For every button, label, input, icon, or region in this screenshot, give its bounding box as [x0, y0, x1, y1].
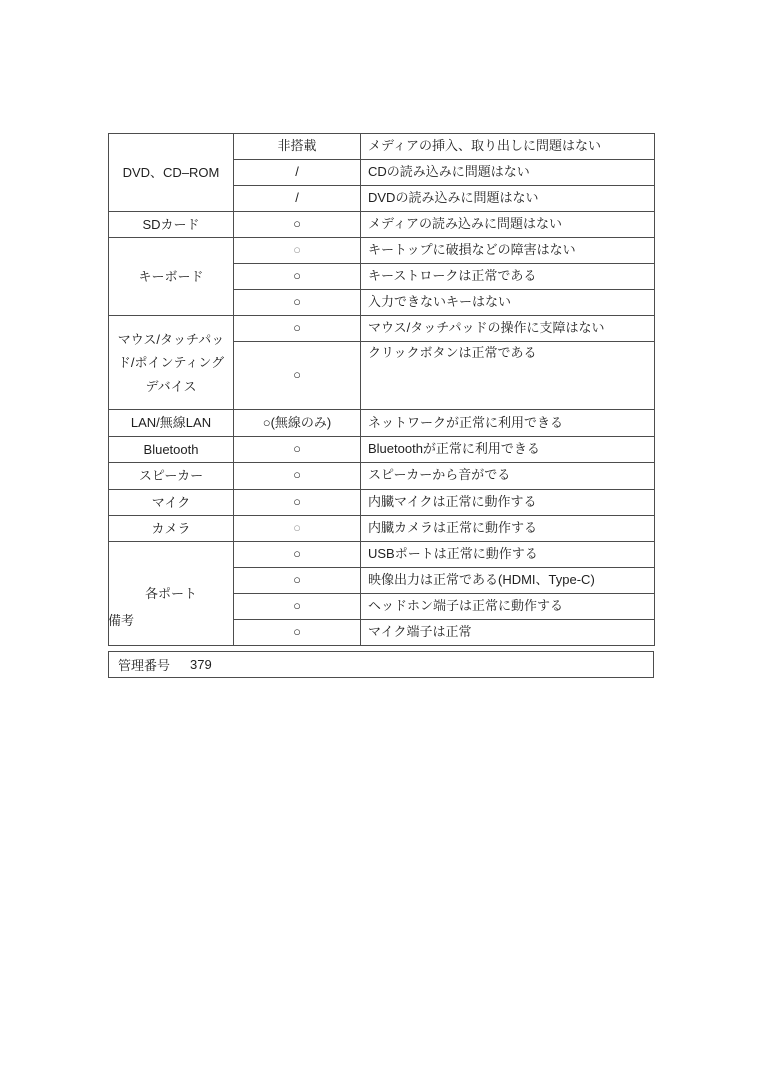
device-label-cell: SDカード	[109, 212, 234, 238]
check-item-cell: ネットワークが正常に利用できる	[361, 410, 655, 436]
hardware-check-table	[108, 133, 655, 646]
table-row	[109, 542, 655, 568]
device-label-cell: スピーカー	[109, 463, 234, 489]
device-label-cell: Bluetooth	[109, 436, 234, 462]
check-item-cell: CDの読み込みに問題はない	[361, 160, 655, 186]
status-cell: ○	[234, 342, 361, 410]
status-cell: ○	[234, 436, 361, 462]
table-row	[109, 316, 655, 342]
check-item-cell: マイク端子は正常	[361, 620, 655, 646]
device-label-cell: マウス/タッチパッド/ポインティングデバイス	[109, 316, 234, 410]
device-label-cell: 各ポート	[109, 542, 234, 646]
status-cell: ○	[234, 568, 361, 594]
remarks-label: 備考	[108, 613, 135, 628]
table-row	[109, 410, 655, 436]
management-number-box	[108, 651, 654, 678]
check-item-cell: USBポートは正常に動作する	[361, 542, 655, 568]
check-item-cell: Bluetoothが正常に利用できる	[361, 436, 655, 462]
check-item-cell: 入力できないキーはない	[361, 290, 655, 316]
check-item-cell: クリックボタンは正常である	[361, 342, 655, 410]
check-item-cell: メディアの挿入、取り出しに問題はない	[361, 134, 655, 160]
device-label-cell: DVD、CD–ROM	[109, 134, 234, 212]
table-row	[109, 515, 655, 541]
check-item-cell: DVDの読み込みに問題はない	[361, 186, 655, 212]
check-item-cell: 内臓カメラは正常に動作する	[361, 515, 655, 541]
management-number-label: 管理番号	[118, 658, 171, 673]
device-label-cell: マイク	[109, 489, 234, 515]
check-item-cell: 映像出力は正常である(HDMI、Type-C)	[361, 568, 655, 594]
check-item-cell: キーストロークは正常である	[361, 264, 655, 290]
check-item-cell: キートップに破損などの障害はない	[361, 238, 655, 264]
check-item-cell: マウス/タッチパッドの操作に支障はない	[361, 316, 655, 342]
check-item-cell: スピーカーから音がでる	[361, 463, 655, 489]
check-item-cell: 内臓マイクは正常に動作する	[361, 489, 655, 515]
status-cell: ○	[234, 316, 361, 342]
management-number-value: 379	[190, 657, 212, 672]
status-cell: ○	[234, 238, 361, 264]
status-cell: ○	[234, 290, 361, 316]
table-row	[109, 489, 655, 515]
device-label-cell: カメラ	[109, 515, 234, 541]
table-row	[109, 134, 655, 160]
status-cell: ○	[234, 515, 361, 541]
status-cell: ○	[234, 463, 361, 489]
status-cell: ○	[234, 489, 361, 515]
check-item-cell: メディアの読み込みに問題はない	[361, 212, 655, 238]
status-cell: /	[234, 186, 361, 212]
device-label-cell: LAN/無線LAN	[109, 410, 234, 436]
status-cell: ○	[234, 620, 361, 646]
status-cell: ○	[234, 212, 361, 238]
status-cell: ○(無線のみ)	[234, 410, 361, 436]
device-label-cell: キーボード	[109, 238, 234, 316]
check-item-cell: ヘッドホン端子は正常に動作する	[361, 594, 655, 620]
table-row	[109, 238, 655, 264]
table-row	[109, 212, 655, 238]
status-cell: ○	[234, 594, 361, 620]
table-row	[109, 463, 655, 489]
status-cell: ○	[234, 542, 361, 568]
status-cell: ○	[234, 264, 361, 290]
status-cell: 非搭載	[234, 134, 361, 160]
status-cell: /	[234, 160, 361, 186]
table-row	[109, 436, 655, 462]
